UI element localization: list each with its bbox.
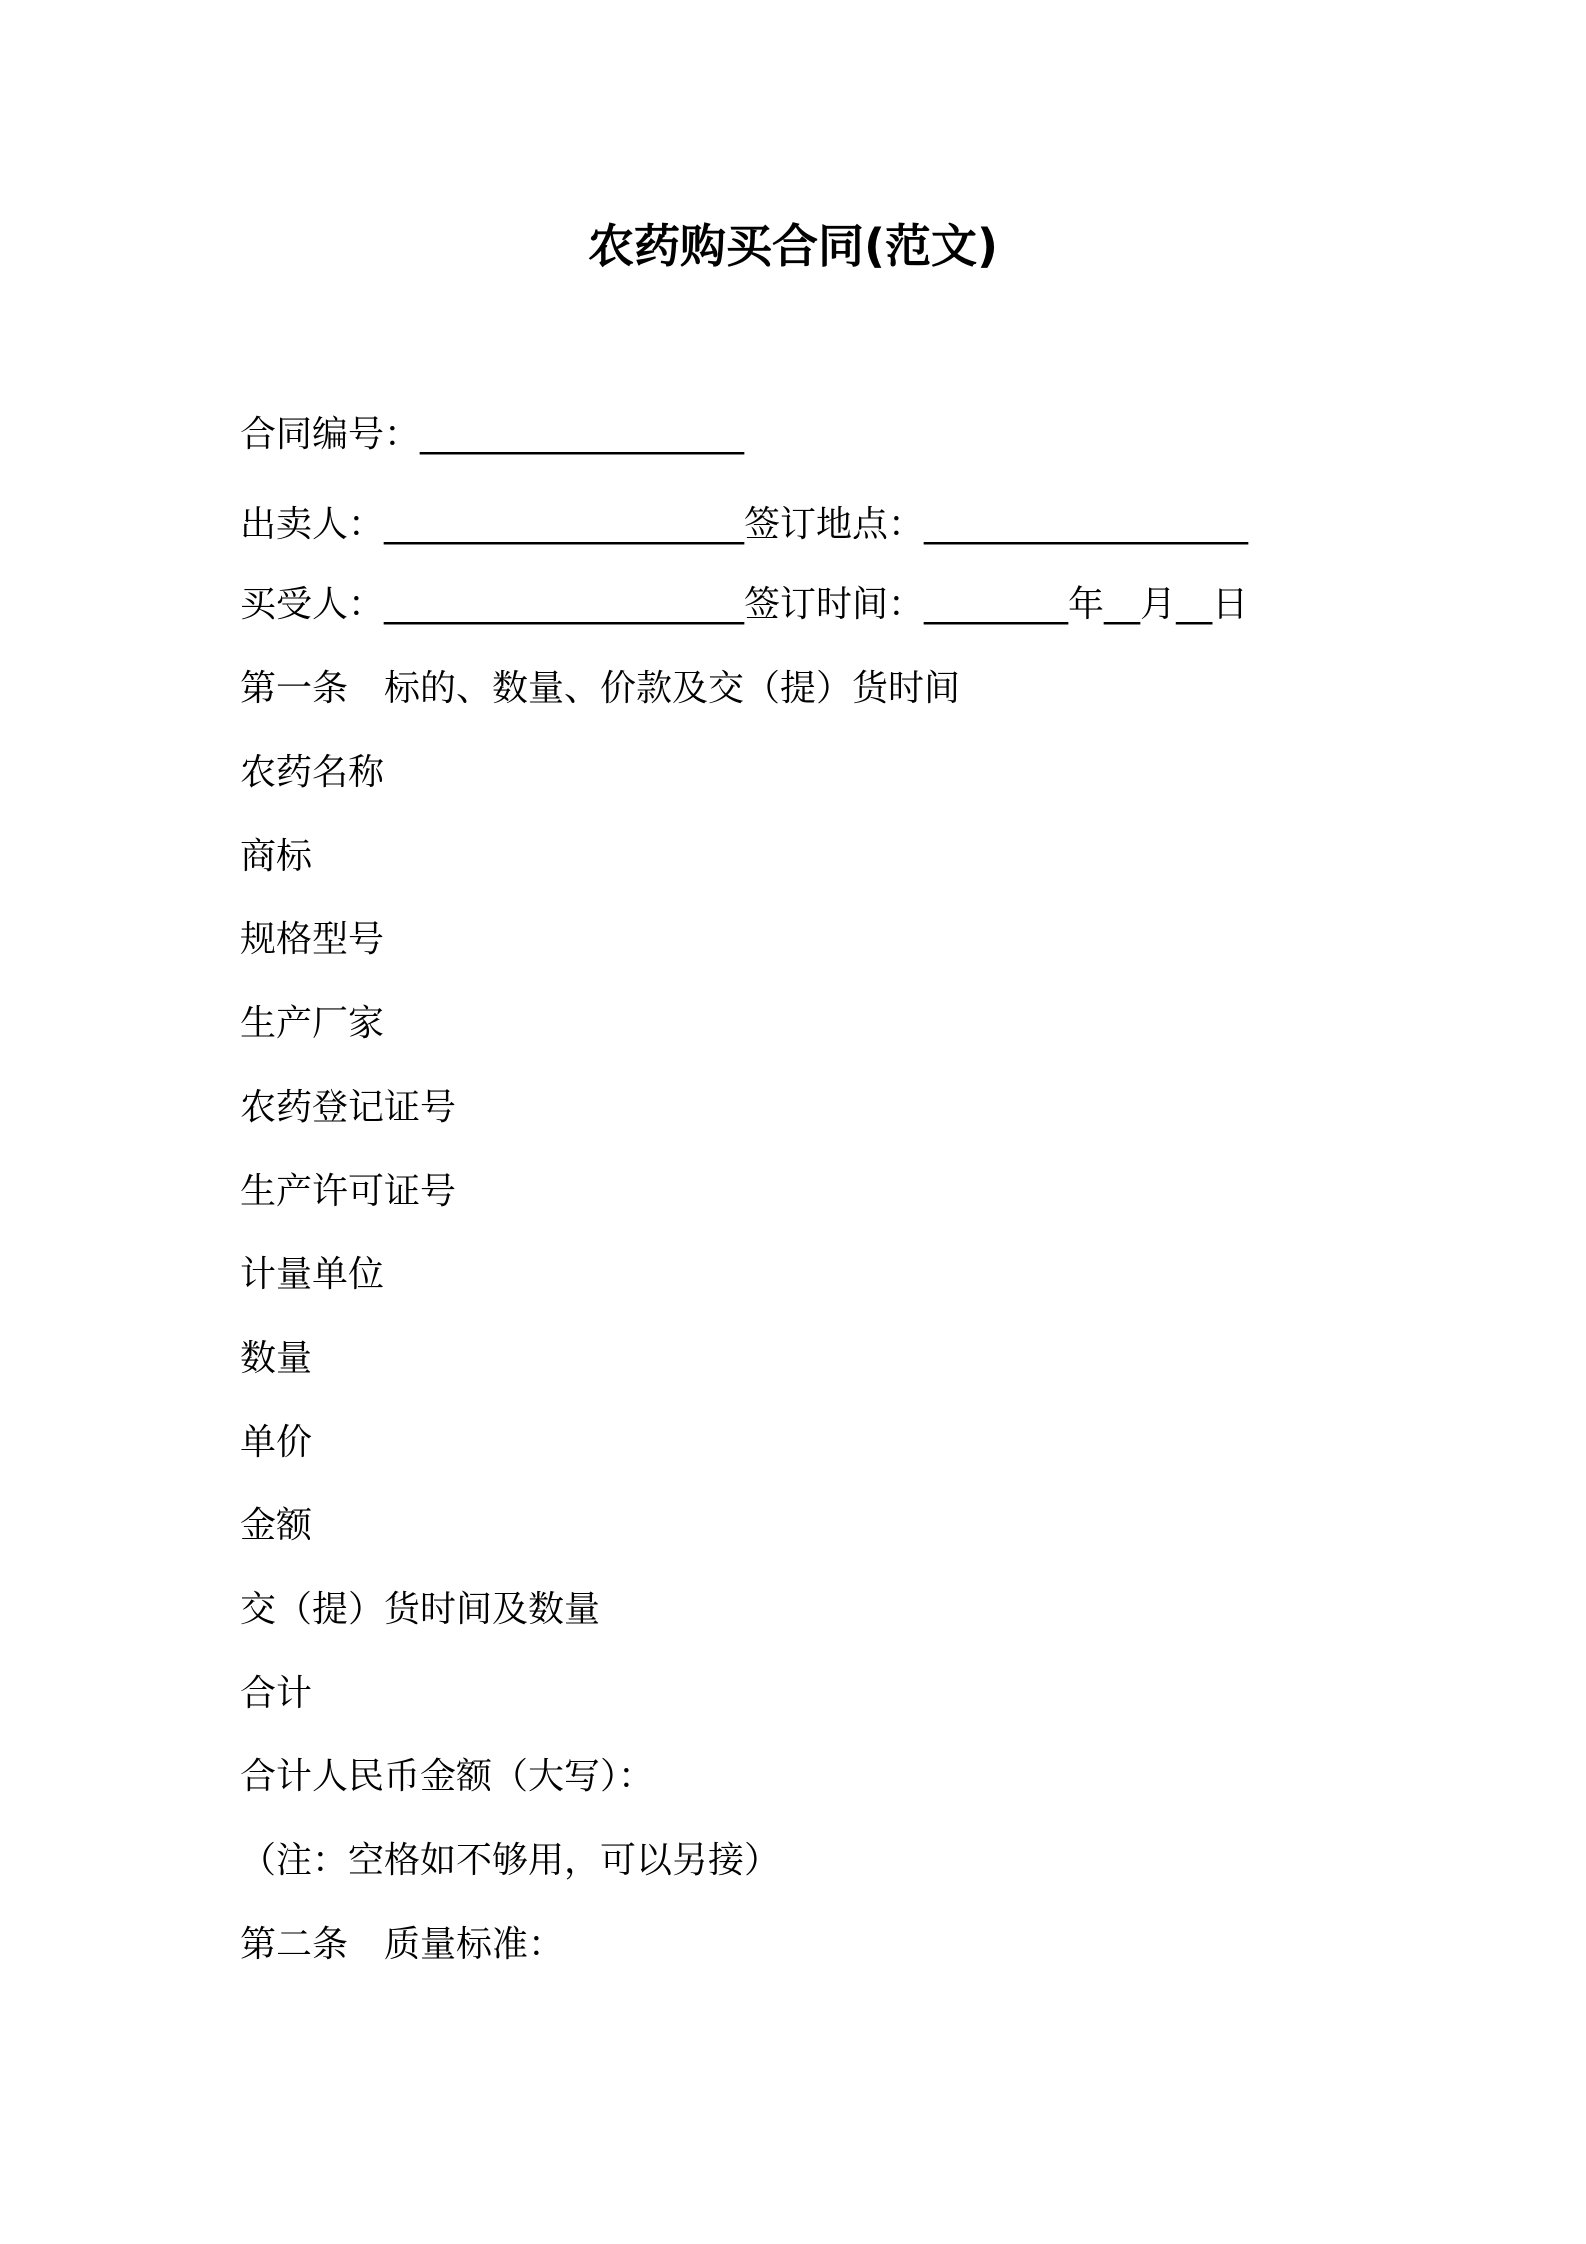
day-blank: __ [1176, 584, 1213, 625]
contract-number-blank: __________________ [420, 414, 745, 455]
item-spec-model: 规格型号 [240, 919, 385, 960]
item-manufacturer: 生产厂家 [240, 1003, 385, 1044]
month-label: 月 [1140, 584, 1177, 625]
item-total-rmb-uppercase: 合计人民币金额（大写）： [240, 1756, 655, 1797]
document-title: 农药购买合同(范文) [587, 219, 999, 273]
day-label: 日 [1212, 584, 1249, 625]
article-2-number: 第二条 [240, 1924, 349, 1965]
contract-number-line [240, 410, 744, 460]
article-1-title: 标的、数量、价款及交（提）货时间 [384, 668, 961, 709]
article-1-heading [240, 664, 960, 714]
item-pesticide-name: 农药名称 [240, 752, 385, 793]
sign-time-blank: ________ [924, 584, 1069, 625]
seller-line [240, 500, 1248, 550]
note-line: （注：空格如不够用，可以另接） [240, 1840, 781, 1881]
contract-number-label: 合同编号： [240, 414, 421, 455]
item-registration-number: 农药登记证号 [240, 1087, 457, 1128]
year-label: 年 [1068, 584, 1105, 625]
buyer-label: 买受人： [240, 584, 385, 625]
item-amount: 金额 [240, 1505, 313, 1546]
sign-place-label: 签订地点： [744, 504, 925, 545]
item-unit-price: 单价 [240, 1422, 313, 1463]
item-production-license: 生产许可证号 [240, 1171, 457, 1212]
seller-label: 出卖人： [240, 504, 385, 545]
sign-place-blank: __________________ [924, 504, 1249, 545]
item-total: 合计 [240, 1673, 313, 1714]
buyer-blank: ____________________ [384, 584, 745, 625]
article-2-heading [240, 1920, 564, 1970]
article-1-number: 第一条 [240, 668, 349, 709]
seller-blank: ____________________ [384, 504, 745, 545]
item-delivery-time-quantity: 交（提）货时间及数量 [240, 1589, 601, 1630]
month-blank: __ [1104, 584, 1141, 625]
item-unit: 计量单位 [240, 1254, 385, 1295]
buyer-line [240, 580, 1248, 630]
item-quantity: 数量 [240, 1338, 313, 1379]
item-trademark: 商标 [240, 836, 313, 877]
article-2-title: 质量标准： [384, 1924, 565, 1965]
sign-time-label: 签订时间： [744, 584, 925, 625]
